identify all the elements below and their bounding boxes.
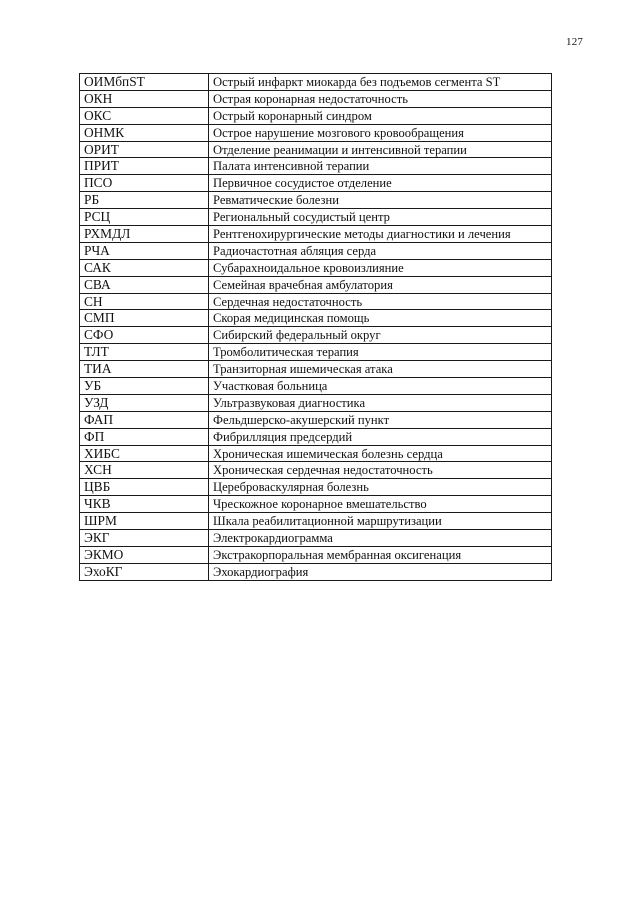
definition-cell: Семейная врачебная амбулатория [209,276,552,293]
definition-cell: Сибирский федеральный округ [209,327,552,344]
abbreviation-cell: СН [80,293,209,310]
abbreviations-table [79,73,552,581]
abbreviation-cell: ХИБС [80,445,209,462]
abbreviation-cell: ПРИТ [80,158,209,175]
definition-cell: Эхокардиография [209,563,552,580]
table-row [80,107,552,124]
definition-cell: Острое нарушение мозгового кровообращения [209,124,552,141]
table-row [80,479,552,496]
definition-cell: Фельдшерско-акушерский пункт [209,411,552,428]
definition-cell: Субарахноидальное кровоизлияние [209,259,552,276]
abbreviation-cell: ОИМбпST [80,74,209,91]
abbreviation-cell: ОКН [80,90,209,107]
table-row [80,327,552,344]
abbreviation-cell: ФП [80,428,209,445]
abbreviation-cell: УЗД [80,394,209,411]
definition-cell: Чрескожное коронарное вмешательство [209,496,552,513]
definition-cell: Острая коронарная недостаточность [209,90,552,107]
table-row [80,546,552,563]
table-row [80,141,552,158]
abbreviation-cell: ТИА [80,361,209,378]
table-row [80,496,552,513]
definition-cell: Ревматические болезни [209,192,552,209]
table-row [80,90,552,107]
abbreviation-cell: ЭКМО [80,546,209,563]
abbreviation-cell: ШРМ [80,513,209,530]
definition-cell: Отделение реанимации и интенсивной терапии [209,141,552,158]
abbreviation-cell: РЧА [80,242,209,259]
definition-cell: Электрокардиограмма [209,530,552,547]
definition-cell: Острый инфаркт миокарда без подъемов сегмента ST [209,74,552,91]
table-row [80,378,552,395]
definition-cell: Острый коронарный синдром [209,107,552,124]
definition-cell: Участковая больница [209,378,552,395]
table-row [80,445,552,462]
abbreviation-cell: ЦВБ [80,479,209,496]
abbreviation-cell: САК [80,259,209,276]
table-row [80,192,552,209]
table-row [80,428,552,445]
definition-cell: Рентгенохирургические методы диагностики и лечения [209,226,552,243]
abbreviation-cell: ХСН [80,462,209,479]
abbreviation-cell: ЧКВ [80,496,209,513]
table-row [80,276,552,293]
definition-cell: Шкала реабилитационной маршрутизации [209,513,552,530]
abbreviation-cell: РСЦ [80,209,209,226]
abbreviation-cell: ПСО [80,175,209,192]
definition-cell: Радиочастотная абляция серда [209,242,552,259]
definition-cell: Цереброваскулярная болезнь [209,479,552,496]
table-row [80,344,552,361]
abbreviation-cell: РХМДЛ [80,226,209,243]
definition-cell: Экстракорпоральная мембранная оксигенация [209,546,552,563]
table-row [80,124,552,141]
table-row [80,74,552,91]
abbreviations-table-body [80,74,552,581]
abbreviation-cell: ОКС [80,107,209,124]
abbreviation-cell: СМП [80,310,209,327]
abbreviation-cell: СФО [80,327,209,344]
table-row [80,563,552,580]
definition-cell: Скорая медицинская помощь [209,310,552,327]
abbreviation-cell: ОРИТ [80,141,209,158]
definition-cell: Хроническая сердечная недостаточность [209,462,552,479]
abbreviation-cell: ТЛТ [80,344,209,361]
table-row [80,259,552,276]
definition-cell: Транзиторная ишемическая атака [209,361,552,378]
table-row [80,310,552,327]
abbreviation-cell: ЭхоКГ [80,563,209,580]
abbreviation-cell: СВА [80,276,209,293]
definition-cell: Сердечная недостаточность [209,293,552,310]
table-row [80,394,552,411]
table-row [80,158,552,175]
abbreviation-cell: ФАП [80,411,209,428]
definition-cell: Тромболитическая терапия [209,344,552,361]
table-row [80,513,552,530]
table-row [80,361,552,378]
definition-cell: Региональный сосудистый центр [209,209,552,226]
table-row [80,175,552,192]
definition-cell: Хроническая ишемическая болезнь сердца [209,445,552,462]
definition-cell: Ультразвуковая диагностика [209,394,552,411]
abbreviation-cell: ЭКГ [80,530,209,547]
page-number: 127 [566,36,584,48]
table-row [80,209,552,226]
definition-cell: Первичное сосудистое отделение [209,175,552,192]
table-row [80,530,552,547]
table-row [80,411,552,428]
abbreviation-cell: РБ [80,192,209,209]
table-row [80,462,552,479]
abbreviation-cell: УБ [80,378,209,395]
table-row [80,242,552,259]
definition-cell: Палата интенсивной терапии [209,158,552,175]
table-row [80,293,552,310]
definition-cell: Фибрилляция предсердий [209,428,552,445]
abbreviation-cell: ОНМК [80,124,209,141]
table-row [80,226,552,243]
